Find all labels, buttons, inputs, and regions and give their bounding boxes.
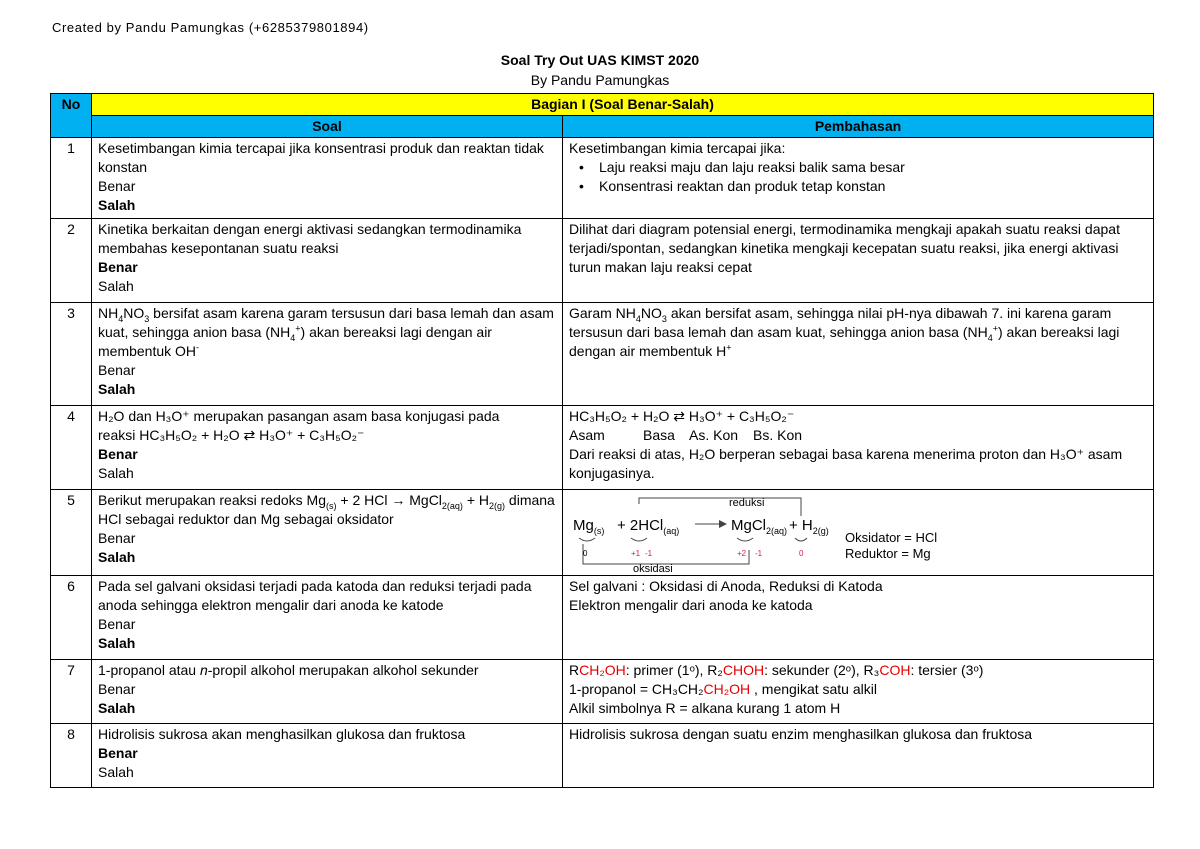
question-text: Hidrolisis sukrosa akan menghasilkan glukosa dan fruktosa — [98, 726, 466, 742]
question-text: $NH_4NO_3$ bersifat asam karena garam tersusun dari basa lemah dan asam kuat, sehingga anion basa $(NH_4^+)$ akan bereaksi lagi dengan air membentuk OH- — [98, 305, 554, 359]
table-row — [51, 138, 1154, 219]
option-false: Salah — [98, 381, 136, 397]
label-base: Basa — [643, 427, 675, 443]
explanation-cell — [563, 660, 1154, 724]
column-header-row — [51, 116, 1154, 138]
table-row — [51, 576, 1154, 660]
ox-number: 0 — [799, 549, 804, 558]
explanation-text: Garam $NH_4NO_3$ akan bersifat asam, sehingga nilai pH-nya dibawah 7. ini karena garam tersusun dari basa lemah dan asam kuat, sehingga anion basa $(NH_4^+)$ akan bereaksi lagi dengan air membentuk H+ — [569, 305, 1120, 359]
no-column-header: No — [51, 94, 92, 138]
mg-reactant: $Mg_{(s)}$ — [573, 517, 605, 536]
explanation-cell — [563, 576, 1154, 660]
question-equation: reaksi HC₃H₅O₂ + H₂O ⇄ H₃O⁺ + C₃H₅O₂⁻ — [98, 427, 365, 443]
alcohol-classes: RCH₂OH: primer (1ᵒ), R₂CHOH: sekunder (2ᵒ), R₃COH: tersier (3ᵒ) — [569, 662, 984, 678]
option-true: Benar — [98, 616, 136, 632]
row-number: 3 — [51, 303, 92, 406]
row-number: 2 — [51, 219, 92, 303]
explanation-intro: Kesetimbangan kimia tercapai jika: — [569, 140, 786, 156]
ox-number: -1 — [755, 549, 763, 558]
soal-column-header: Soal — [92, 116, 563, 138]
question-cell — [92, 490, 563, 576]
table-row — [51, 219, 1154, 303]
section-header-row — [51, 94, 1154, 116]
explanation-cell — [563, 406, 1154, 490]
explanation-text: Alkil simbolnya R = alkana kurang 1 atom H — [569, 700, 841, 716]
species-labels — [569, 426, 1147, 445]
question-text: Kinetika berkaitan dengan energi aktivasi sedangkan termodinamika membahas kesepontanan suatu reaksi — [98, 221, 522, 256]
propanol-structure: 1-propanol = CH₃CH₂CH₂OH , mengikat satu alkil — [569, 681, 877, 697]
option-false: Salah — [98, 278, 134, 294]
document-title: Soal Try Out UAS KIMST 2020 — [500, 52, 700, 68]
question-table — [50, 93, 1154, 788]
table-row — [51, 660, 1154, 724]
explanation-text: Elektron mengalir dari anoda ke katoda — [569, 597, 813, 613]
list-item: • Konsentrasi reaktan dan produk tetap konstan — [599, 177, 1147, 196]
h2-product: + $H_{2(g)}$ — [789, 517, 829, 536]
question-cell — [92, 219, 563, 303]
ox-number: +2 — [737, 549, 747, 558]
explanation-text: Hidrolisis sukrosa dengan suatu enzim menghasilkan glukosa dan fruktosa — [569, 726, 1033, 742]
mgcl2-product: MgCl$_{2(aq)}$ — [731, 517, 788, 536]
label-acid: Asam — [569, 427, 605, 443]
explanation-cell — [563, 724, 1154, 788]
explanation-cell — [563, 490, 1154, 576]
explanation-cell — [563, 219, 1154, 303]
question-text: Kesetimbangan kimia tercapai jika konsentrasi produk dan reaktan tidak konstan — [98, 140, 544, 175]
reduksi-label: reduksi — [729, 497, 765, 509]
option-false: Salah — [98, 764, 134, 780]
option-true: Benar — [98, 530, 136, 546]
redox-diagram — [569, 490, 989, 574]
question-cell — [92, 576, 563, 660]
option-false: Salah — [98, 549, 136, 565]
ox-number: -1 — [645, 549, 653, 558]
question-cell — [92, 303, 563, 406]
row-number: 6 — [51, 576, 92, 660]
section-title: Bagian I (Soal Benar-Salah) — [92, 94, 1154, 116]
option-true: Benar — [98, 259, 138, 275]
question-text: Berikut merupakan reaksi redoks $Mg_{(s)} + 2$ HCl → MgCl$_{2(aq)}$ + $H_{2(g)}$ dimana HCl sebagai reduktor dan Mg sebagai oksidator — [98, 492, 555, 527]
oksidator-text: Oksidator = HCl — [845, 530, 938, 545]
question-text: H₂O dan H₃O⁺ merupakan pasangan asam basa konjugasi pada — [98, 408, 500, 424]
label-conj-base: Bs. Kon — [753, 427, 803, 443]
option-true: Benar — [98, 178, 136, 194]
option-false: Salah — [98, 700, 136, 716]
explanation-text: Dari reaksi di atas, H₂O berperan sebagai basa karena menerima proton dan H₃O⁺ asam konjugasinya. — [569, 446, 1123, 481]
explanation-list — [569, 158, 1147, 196]
explanation-cell — [563, 138, 1154, 219]
ox-number: +1 — [631, 549, 641, 558]
row-number: 1 — [51, 138, 92, 219]
row-number: 5 — [51, 490, 92, 576]
table-row — [51, 724, 1154, 788]
explanation-text: Dilihat dari diagram potensial energi, termodinamika mengkaji apakah suatu reaksi dapat terjadi/spontan, sedangkan kinetika mengkaji kecepatan suatu reaksi, jika energi aktivasi turun makan laju reaksi cepat — [569, 221, 1120, 275]
option-false: Salah — [98, 465, 134, 481]
ox-number: 0 — [583, 549, 588, 558]
option-true: Benar — [98, 362, 136, 378]
row-number: 8 — [51, 724, 92, 788]
list-item: • Laju reaksi maju dan laju reaksi balik sama besar — [599, 158, 1147, 177]
row-number: 7 — [51, 660, 92, 724]
explanation-cell — [563, 303, 1154, 406]
document-creator: Created by Pandu Pamungkas (+6285379801894) — [52, 20, 369, 35]
question-cell — [92, 724, 563, 788]
oksidasi-label: oksidasi — [633, 563, 673, 575]
explanation-equation: HC₃H₅O₂ + H₂O ⇄ H₃O⁺ + C₃H₅O₂⁻ — [569, 408, 795, 424]
table-row — [51, 406, 1154, 490]
option-false: Salah — [98, 635, 136, 651]
option-false: Salah — [98, 197, 136, 213]
label-conj-acid: As. Kon — [689, 427, 739, 443]
option-true: Benar — [98, 745, 138, 761]
document-subtitle: By Pandu Pamungkas — [530, 72, 670, 88]
question-text: 1-propanol atau n-propil alkohol merupakan alkohol sekunder — [98, 662, 479, 678]
question-cell — [92, 660, 563, 724]
option-true: Benar — [98, 446, 138, 462]
table-row — [51, 490, 1154, 576]
explanation-text: Sel galvani : Oksidasi di Anoda, Reduksi di Katoda — [569, 578, 883, 594]
reduktor-text: Reduktor = Mg — [845, 546, 931, 561]
row-number: 4 — [51, 406, 92, 490]
question-text: Pada sel galvani oksidasi terjadi pada katoda dan reduksi terjadi pada anoda sehingga elektron mengalir dari anoda ke katode — [98, 578, 532, 613]
table-row — [51, 303, 1154, 406]
question-cell — [92, 138, 563, 219]
pembahasan-column-header: Pembahasan — [563, 116, 1154, 138]
question-cell — [92, 406, 563, 490]
hcl-reactant: + 2HCl$_{(aq)}$ — [617, 517, 680, 536]
option-true: Benar — [98, 681, 136, 697]
